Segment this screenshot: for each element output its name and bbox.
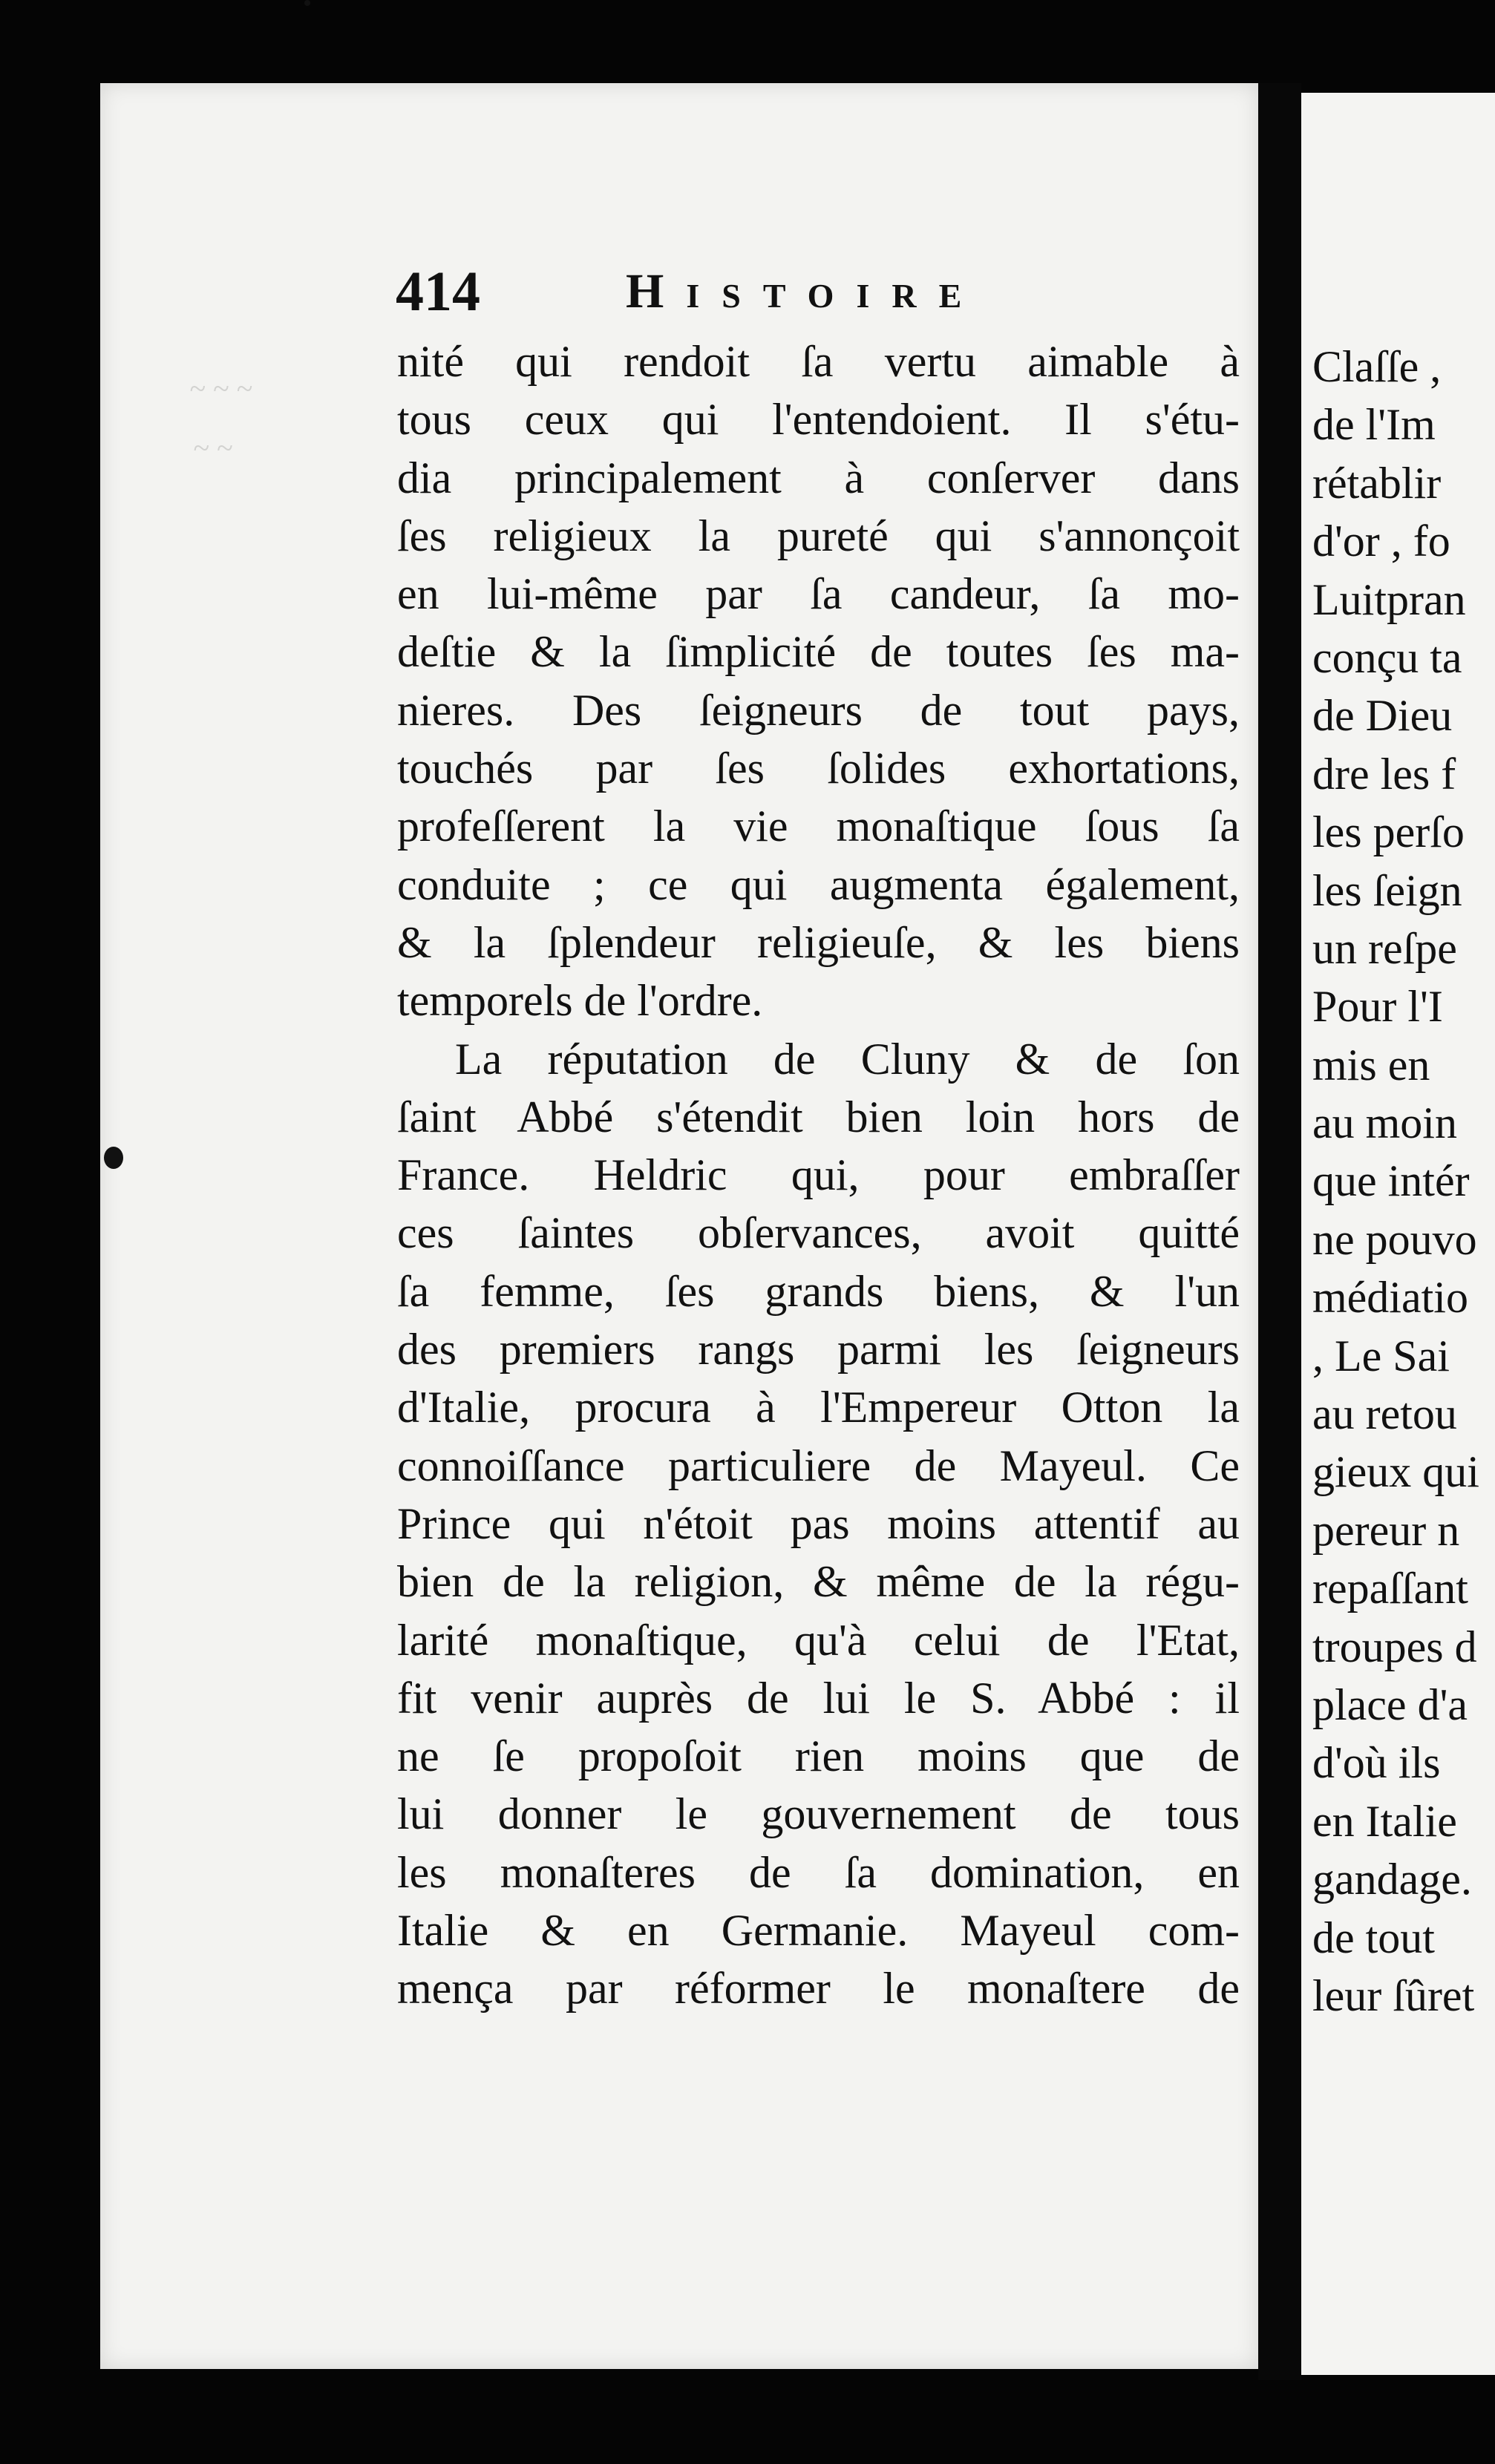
text-line: ſaint Abbé s'étendit bien loin hors de [397,1092,1240,1141]
text-line: ſes religieux la pureté qui s'annonçoit [397,511,1240,560]
text-line: un reſpe [1312,923,1457,973]
text-line: connoiſſance particuliere de Mayeul. Ce [397,1441,1240,1490]
text-line: lui donner le gouvernement de tous [397,1789,1240,1839]
text-line: médiatio [1312,1273,1468,1323]
text-line: ces ſaintes obſervances, avoit quitté [397,1208,1240,1258]
ink-speck [304,0,310,6]
text-line: d'or , fo [1312,517,1450,566]
text-line: rétablir [1312,458,1442,508]
text-line: nieres. Des ſeigneurs de tout pays, [397,685,1240,735]
text-line: les ſeign [1312,865,1462,915]
text-line: dia principalement à conſerver dans [397,453,1240,502]
text-line: gieux qui [1312,1447,1479,1497]
text-line: larité monaſtique, qu'à celui de l'Etat, [397,1615,1240,1665]
text-line: repaſſant [1312,1564,1468,1613]
left-page-text [397,332,1240,2018]
text-line: troupes d [1312,1622,1477,1671]
bleed-through-mark: ~ ~ ~ [189,372,252,405]
right-page-text [1312,338,1495,2025]
text-line: Luitpran [1312,574,1466,624]
text-line: deſtie & la ſimplicité de toutes ſes ma- [397,627,1240,677]
text-line: Pour l'I [1312,982,1443,1032]
text-line: pereur n [1312,1505,1460,1555]
text-line: d'où ils [1312,1738,1441,1788]
text-line: place d'a [1312,1680,1468,1729]
text-line: mis en [1312,1040,1430,1090]
text-line: gandage. [1312,1855,1472,1904]
text-line: temporels de l'ordre. [397,976,763,1026]
text-line: & la ſplendeur religieuſe, & les biens [397,917,1240,967]
text-line: en Italie [1312,1796,1457,1846]
text-line: fit venir auprès de lui le S. Abbé : il [397,1673,1240,1723]
text-line: , Le Sai [1312,1331,1450,1380]
ink-blot [104,1147,123,1169]
text-line: conduite ; ce qui augmenta également, [397,859,1240,909]
text-line: en lui-même par ſa candeur, ſa mo- [397,569,1240,619]
bleed-through-mark: ~ ~ [193,431,233,465]
text-line: touchés par ſes ſolides exhortations, [397,744,1240,793]
text-line: de l'Im [1312,400,1436,450]
text-line: conçu ta [1312,632,1462,682]
text-line: des premiers rangs parmi les ſeigneurs [397,1325,1240,1374]
text-line: ne ſe propoſoit rien moins que de [397,1731,1240,1781]
text-line: de Dieu [1312,691,1453,741]
text-line: leur ſûret [1312,1970,1475,2020]
book-gutter [1258,83,1301,2380]
running-head: Histoire [626,264,984,318]
text-line: au retou [1312,1389,1457,1439]
text-line: La réputation de Cluny & de ſon [455,1034,1240,1084]
text-line: les perſo [1312,807,1465,857]
text-line: de tout [1312,1913,1435,1962]
text-line: mença par réformer le monaſtere de [397,1964,1240,2014]
text-line: que intér [1312,1156,1470,1206]
text-line: d'Italie, procura à l'Empereur Otton la [397,1383,1240,1432]
text-line: Italie & en Germanie. Mayeul com- [397,1906,1240,1956]
text-line: nité qui rendoit ſa vertu aimable à [397,337,1240,386]
page-number: 414 [396,261,480,323]
text-line: Claſſe , [1312,342,1442,391]
text-line: ſa femme, ſes grands biens, & l'un [397,1266,1240,1316]
text-line: Prince qui n'étoit pas moins attentif au [397,1498,1240,1548]
text-line: au moin [1312,1098,1457,1148]
text-line: France. Heldric qui, pour embraſſer [397,1150,1240,1200]
text-line: les monaſteres de ſa domination, en [397,1847,1240,1897]
text-line: dre les f [1312,749,1456,799]
text-line: profeſſerent la vie monaſtique ſous ſa [397,802,1240,851]
text-line: tous ceux qui l'entendoient. Il s'étu- [397,395,1240,445]
text-line: ne pouvo [1312,1214,1477,1264]
page-header [396,258,1249,325]
text-line: bien de la religion, & même de la régu- [397,1557,1240,1607]
